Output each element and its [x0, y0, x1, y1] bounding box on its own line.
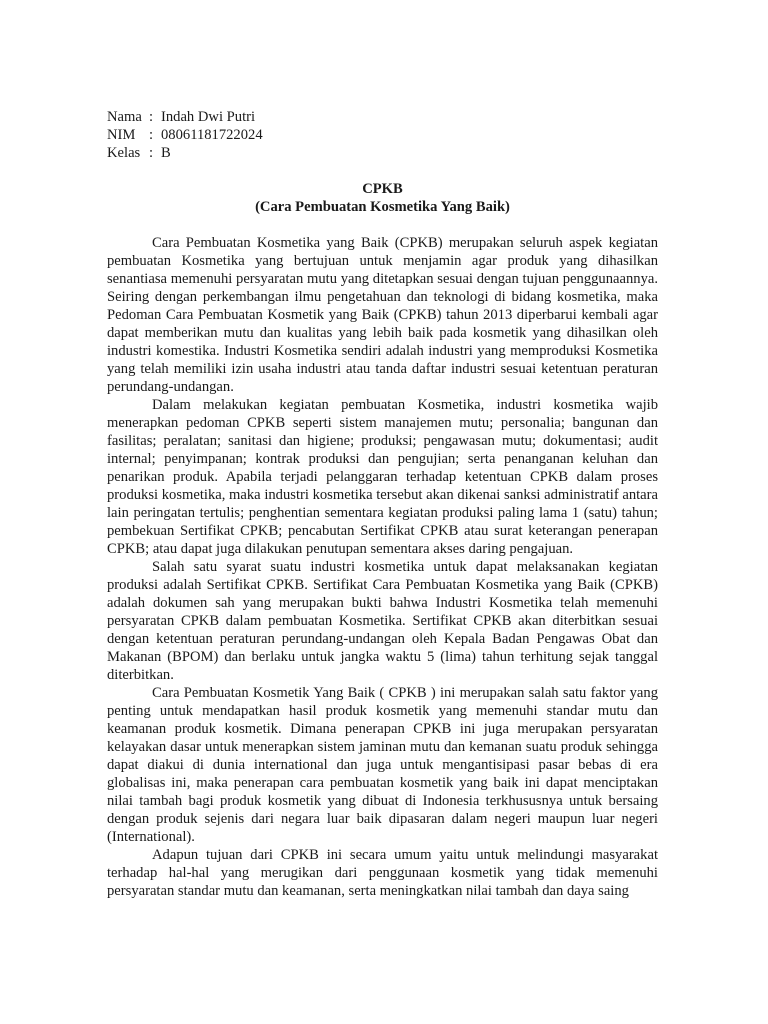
name-label: Nama — [107, 109, 142, 125]
paragraph: Adapun tujuan dari CPKB ini secara umum yaitu untuk melindungi masyarakat terhadap hal-hal yang merugikan dari penggunaan kosmetik yang tidak memenuhi persyaratan standar mutu dan keamanan, serta meningkatkan nilai tambah dan daya saing — [107, 847, 658, 899]
document-title: CPKB — [362, 181, 403, 197]
name-separator: : — [149, 109, 154, 125]
nim-row — [107, 126, 658, 144]
identity-block — [107, 108, 658, 162]
body-text — [107, 234, 658, 900]
title-block — [107, 180, 658, 216]
paragraph: Cara Pembuatan Kosmetika yang Baik (CPKB) merupakan seluruh aspek kegiatan pembuatan Kosmetika yang bertujuan untuk menjamin agar produk yang dihasilkan senantiasa memenuhi persyaratan mutu yang ditetapkan sesuai dengan tujuan penggunaannya. Seiring dengan perkembangan ilmu pengetahuan dan teknologi di bidang kosmetika, maka Pedoman Cara Pembuatan Kosmetik yang Baik (CPKB) tahun 2013 diperbarui kembali agar dapat memberikan mutu dan kualitas yang lebih baik pada kosmetik yang dihasilkan oleh industri komestika. Industri Kosmetika sendiri adalah industri yang memproduksi Kosmetika yang telah memiliki izin usaha industri atau tanda daftar industri sesuai ketentuan peraturan perundang-undangan. — [107, 235, 658, 395]
class-separator: : — [149, 145, 154, 161]
class-row — [107, 144, 658, 162]
paragraph: Cara Pembuatan Kosmetik Yang Baik ( CPKB ) ini merupakan salah satu faktor yang penting untuk mendapatkan hasil produk kosmetik yang memenuhi standar mutu dan keamanan produk kosmetik. Dimana penerapan CPKB ini juga merupakan persyaratan kelayakan dasar untuk menerapkan sistem jaminan mutu dan kemanan suatu produk sehingga dapat diakui di dunia international dan juga untuk mengantisipasi pasar bebas di era globalisas ini, maka penerapan cara pembuatan kosmetik yang baik ini dapat menciptakan nilai tambah bagi produk kosmetik yang dibuat di Indonesia terkhususnya untuk bersaing dengan produk sejenis dari negara luar baik dipasaran dalam negeri maupun luar negeri (International). — [107, 685, 658, 845]
class-value: B — [161, 145, 171, 161]
name-row — [107, 108, 658, 126]
nim-separator: : — [149, 127, 154, 143]
nim-value: 08061181722024 — [161, 127, 263, 143]
class-label: Kelas — [107, 145, 141, 161]
document-subtitle: (Cara Pembuatan Kosmetika Yang Baik) — [255, 199, 510, 215]
paragraph: Dalam melakukan kegiatan pembuatan Kosmetika, industri kosmetika wajib menerapkan pedoman CPKB seperti sistem manajemen mutu; personalia; bangunan dan fasilitas; peralatan; sanitasi dan higiene; produksi; pengawasan mutu; dokumentasi; audit internal; penyimpanan; kontrak produksi dan pengujian; serta penanganan keluhan dan penarikan produk. Apabila terjadi pelanggaran terhadap ketentuan CPKB dalam proses produksi kosmetika, maka industri kosmetika tersebut akan dikenai sanksi administratif antara lain peringatan tertulis; penghentian sementara kegiatan produksi paling lama 1 (satu) tahun; pembekuan Sertifikat CPKB; pencabutan Sertifikat CPKB atau surat keterangan penerapan CPKB; atau dapat juga dilakukan penutupan sementara akses daring pengajuan. — [107, 397, 658, 557]
name-value: Indah Dwi Putri — [161, 109, 256, 125]
nim-label: NIM — [107, 127, 136, 143]
document-page — [107, 108, 658, 900]
paragraph: Salah satu syarat suatu industri kosmetika untuk dapat melaksanakan kegiatan produksi adalah Sertifikat CPKB. Sertifikat Cara Pembuatan Kosmetika yang Baik (CPKB) adalah dokumen sah yang merupakan bukti bahwa Industri Kosmetika telah memenuhi persyaratan CPKB dalam pembuatan Kosmetika. Sertifikat CPKB akan diterbitkan sesuai dengan ketentuan peraturan perundang-undangan oleh Kepala Badan Pengawas Obat dan Makanan (BPOM) dan berlaku untuk jangka waktu 5 (lima) tahun terhitung sejak tanggal diterbitkan. — [107, 559, 658, 683]
